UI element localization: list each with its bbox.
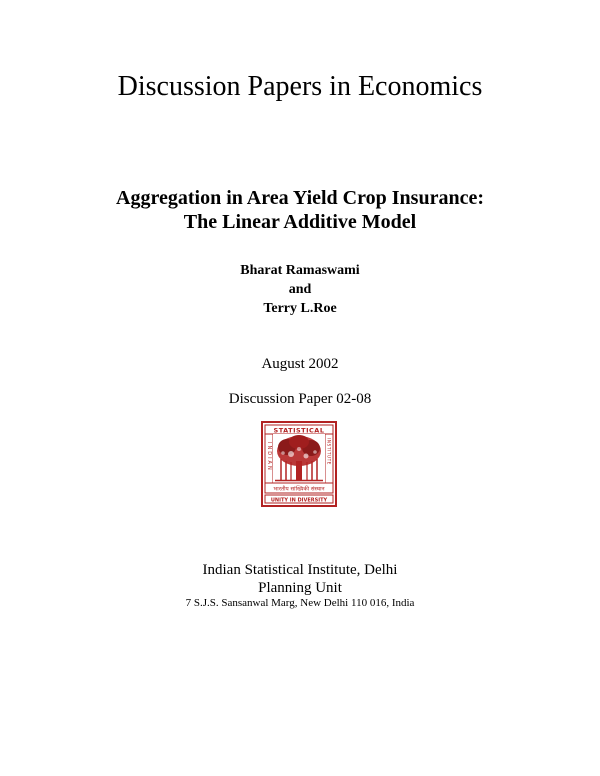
logo-motto: UNITY IN DIVERSITY — [270, 497, 328, 504]
logo-hindi-text: भारतीय सांख्यिकी संस्थान — [273, 486, 325, 493]
isi-logo-icon — [261, 421, 337, 507]
logo-left-text: INDIAN — [266, 442, 272, 472]
paper-number: Discussion Paper 02-08 — [228, 391, 372, 407]
institute-block — [0, 561, 600, 597]
logo-right-text: INSTITUTE — [326, 438, 332, 466]
author-2: Terry L.Roe — [263, 301, 337, 316]
series-title: Discussion Papers in Economics — [117, 71, 483, 102]
publication-date: August 2002 — [261, 356, 339, 372]
paper-title-line2: The Linear Additive Model — [183, 211, 417, 233]
paper-title-line1: Aggregation in Area Yield Crop Insurance: — [116, 187, 484, 209]
authors — [0, 261, 600, 318]
institute-address: 7 S.J.S. Sansanwal Marg, New Delhi 110 016, India — [185, 597, 415, 609]
logo-top-text: STATISTICAL — [273, 426, 325, 435]
unit-name: Planning Unit — [258, 580, 342, 596]
author-1: Bharat Ramaswami — [240, 263, 360, 278]
institute-name: Indian Statistical Institute, Delhi — [202, 562, 398, 578]
author-conjunction: and — [288, 282, 312, 297]
paper-title — [0, 186, 600, 234]
banyan-tree-picture — [273, 434, 325, 483]
